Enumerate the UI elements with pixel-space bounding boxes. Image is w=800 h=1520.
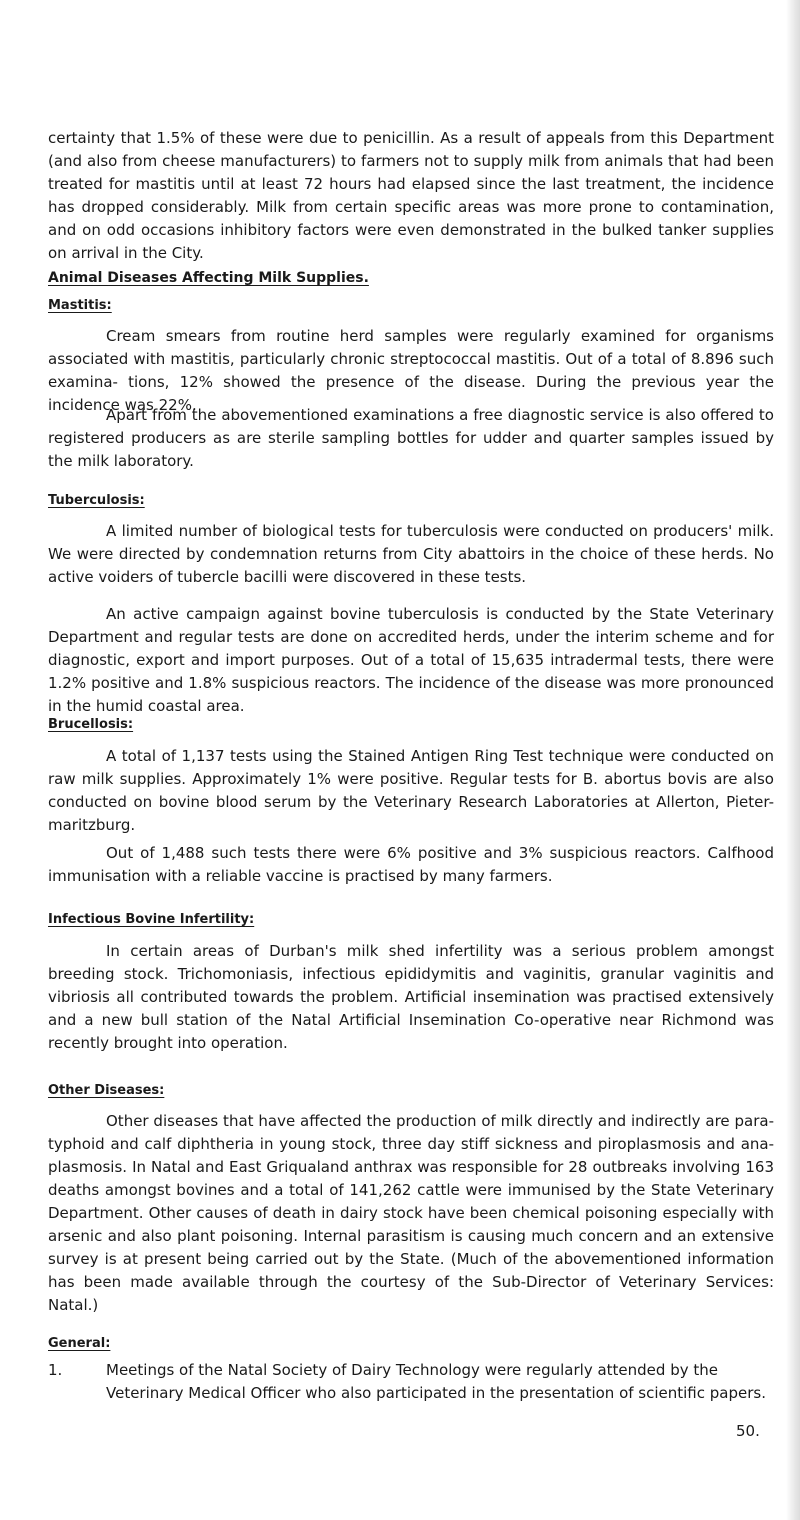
general-item-number: 1. bbox=[48, 1361, 63, 1379]
general-item-text: Meetings of the Natal Society of Dairy Technology were regularly attended by the Veterinary Medical Officer who also participated in the presentation of scientific papers. bbox=[106, 1361, 766, 1402]
subheading-mastitis: Mastitis: bbox=[48, 298, 112, 313]
page-edge-shadow bbox=[786, 0, 800, 1520]
section-heading-animal-diseases: Animal Diseases Affecting Milk Supplies. bbox=[48, 270, 369, 286]
subheading-brucellosis: Brucellosis: bbox=[48, 717, 134, 732]
subheading-other-diseases: Other Diseases: bbox=[48, 1083, 165, 1098]
subheading-infertility: Infectious Bovine Infertility: bbox=[48, 912, 255, 927]
subheading-tuberculosis: Tuberculosis: bbox=[48, 493, 145, 508]
tuberculosis-paragraph-2: An active campaign against bovine tuberculosis is conducted by the State Veterinary Department and regular tests are done on accredited herds, under the interim scheme and for diagnostic, export and import purposes. Out of a total of 15,635 intradermal tests, there were 1.2% positive and 1.8% suspicious reactors. The incidence of the disease was more pronounced in the humid coastal area. bbox=[48, 605, 774, 715]
brucellosis-paragraph-2: Out of 1,488 such tests there were 6% positive and 3% suspicious reactors. Calfhood immunisation with a reliable vaccine is practised by many farmers. bbox=[48, 844, 774, 885]
page-number: 50. bbox=[736, 1422, 760, 1440]
mastitis-paragraph-1: Cream smears from routine herd samples were regularly examined for organisms associated with mastitis, particularly chronic streptococcal mastitis. Out of a total of 8.896 such examina- tions, 12% showed the presence of the disease. During the previous year the incidence was 22%. bbox=[48, 327, 774, 414]
infertility-paragraph: In certain areas of Durban's milk shed infertility was a serious problem amongst breeding stock. Trichomoniasis, infectious epididymitis and vaginitis, granular vaginitis and vibriosis all contributed towards the problem. Artificial insemination was practised extensively and a new bull station of the Natal Artificial Insemination Co-operative near Richmond was recently brought into operation. bbox=[48, 942, 774, 1052]
brucellosis-paragraph-1: A total of 1,137 tests using the Stained Antigen Ring Test technique were conducted on raw milk supplies. Approximately 1% were positive. Regular tests for B. abortus bovis are also conducted on bovine blood serum by the Veterinary Research Laboratories at Allerton, Pieter- maritzburg. bbox=[48, 747, 774, 834]
subheading-general: General: bbox=[48, 1336, 111, 1351]
tuberculosis-paragraph-1: A limited number of biological tests for tuberculosis were conducted on producers' milk. We were directed by condemnation returns from City abattoirs in the choice of these herds. No active voiders of tubercle bacilli were discovered in these tests. bbox=[48, 522, 774, 586]
opening-paragraph: certainty that 1.5% of these were due to penicillin. As a result of appeals from this Department (and also from cheese manufacturers) to farmers not to supply milk from animals that had been treated for mastitis until at least 72 hours had elapsed since the last treatment, the incidence has dropped considerably. Milk from certain specific areas was more prone to contamination, and on odd occasions inhibitory factors were even demonstrated in the bulked tanker supplies on arrival in the City. bbox=[48, 129, 774, 262]
other-diseases-paragraph: Other diseases that have affected the production of milk directly and indirectly are para- typhoid and calf diphtheria in young stock, three day stiff sickness and piroplasmosis and ana- plasmosis. In Natal and East Griqualand anthrax was responsible for 28 outbreaks involving 163 deaths amongst bovines and a total of 141,262 cattle were immunised by the State Veterinary Department. Other causes of death in dairy stock have been chemical poisoning especially with arsenic and also plant poisoning. Internal parasitism is causing much concern and an extensive survey is at present being carried out by the State. (Much of the abovementioned information has been made available through the courtesy of the Sub-Director of Veterinary Services: Natal.) bbox=[48, 1112, 774, 1314]
mastitis-paragraph-2: Apart from the abovementioned examinations a free diagnostic service is also offered to registered producers as are sterile sampling bottles for udder and quarter samples issued by the milk laboratory. bbox=[48, 406, 774, 470]
